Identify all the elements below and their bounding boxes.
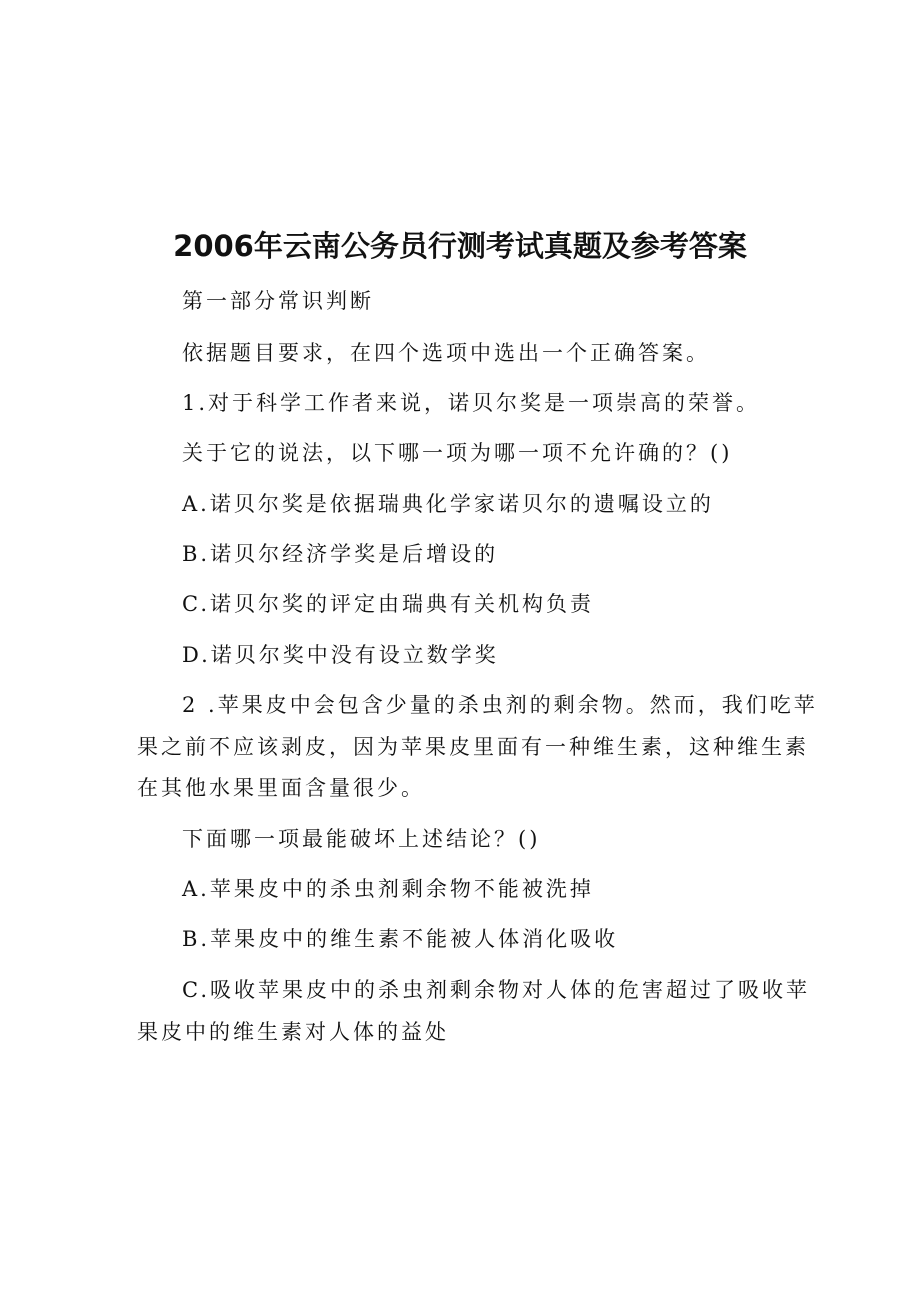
section-heading: 第一部分常识判断 bbox=[182, 289, 374, 313]
document-title: 2006年云南公务员行测考试真题及参考答案 bbox=[173, 229, 747, 263]
question-2-option-c-line-1: C.吸收苹果皮中的杀虫剂剩余物对人体的危害超过了吸收苹 bbox=[182, 978, 810, 1002]
question-2-option-a: A.苹果皮中的杀虫剂剩余物不能被洗掉 bbox=[182, 877, 594, 901]
question-1-option-b: B.诺贝尔经济学奖是后增设的 bbox=[182, 542, 499, 566]
question-2-option-b: B.苹果皮中的维生素不能被人体消化吸收 bbox=[182, 927, 619, 951]
question-1-stem-line-1: 1.对于科学工作者来说，诺贝尔奖是一项崇高的荣誉。 bbox=[182, 391, 761, 415]
question-1-option-d: D.诺贝尔奖中没有设立数学奖 bbox=[182, 643, 499, 667]
question-2-option-c-line-2: 果皮中的维生素对人体的益处 bbox=[137, 1020, 449, 1044]
question-2-stem-line-2: 果之前不应该剥皮，因为苹果皮里面有一种维生素，这种维生素 bbox=[137, 735, 809, 759]
question-1-option-c: C.诺贝尔奖的评定由瑞典有关机构负责 bbox=[182, 592, 594, 616]
instruction-text: 依据题目要求，在四个选项中选出一个正确答案。 bbox=[182, 341, 710, 365]
question-1-stem-line-2: 关于它的说法，以下哪一项为哪一项不允许确的？() bbox=[182, 441, 733, 465]
question-2-stem-line-1: 2 .苹果皮中会包含少量的杀虫剂的剩余物。然而，我们吃苹 bbox=[182, 693, 818, 717]
question-1-option-a: A.诺贝尔奖是依据瑞典化学家诺贝尔的遗嘱设立的 bbox=[182, 492, 714, 516]
question-2-prompt: 下面哪一项最能破坏上述结论？() bbox=[182, 827, 541, 851]
question-2-stem-line-3: 在其他水果里面含量很少。 bbox=[137, 776, 425, 800]
